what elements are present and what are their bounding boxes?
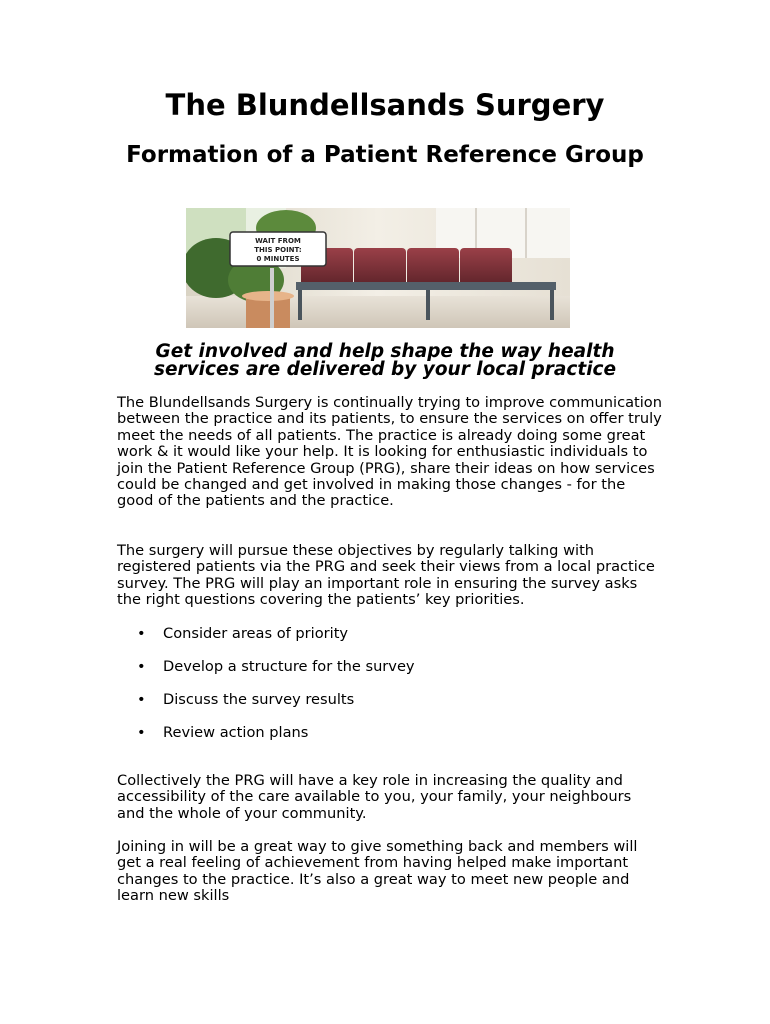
tagline: Get involved and help shape the way health services are delivered by your local practice [153,341,617,380]
community-paragraph: Collectively the PRG will have a key role in increasing the quality and accessibility of the care available to you, your family, your neighbours and the whole of your community. [117,772,632,822]
objectives-paragraph: The surgery will pursue these objectives by regularly talking with registered patients via the PRG and seek their views from a local practice survey. The PRG will play an important role in ensuring the survey asks the right questions covering the patients’ key priorities. [117,542,655,609]
list-item-text: Discuss the survey results [163,691,355,708]
bullet-icon: • [137,724,146,741]
page-subtitle: Formation of a Patient Reference Group [126,142,644,168]
sign-line-2: THIS POINT: [254,246,302,254]
bullet-icon: • [137,625,146,642]
joining-paragraph: Joining in will be a great way to give something back and members will get a real feeling of achievement from having helped make important changes to the practice. It’s also a great way to meet new people and learn new skills [117,838,638,905]
page-title: The Blundellsands Surgery [165,88,605,122]
bullet-icon: • [137,658,146,675]
bullet-icon: • [137,691,146,708]
list-item-text: Consider areas of priority [163,625,349,642]
list-item-text: Develop a structure for the survey [163,658,415,675]
sign-line-3: 0 MINUTES [256,255,300,263]
waiting-room-photo [186,208,570,328]
list-item-text: Review action plans [163,724,309,741]
sign-line-1: WAIT FROM [255,237,301,245]
intro-paragraph: The Blundellsands Surgery is continually trying to improve communication between the practice and its patients, to ensure the services on offer truly meet the needs of all patients. The practice is already doing some great work & it would like your help. It is looking for enthusiastic individuals to join the Patient Reference Group (PRG), share their ideas on how services could be changed and get involved in making those changes - for the good of the patients and the practice. [117,394,662,510]
